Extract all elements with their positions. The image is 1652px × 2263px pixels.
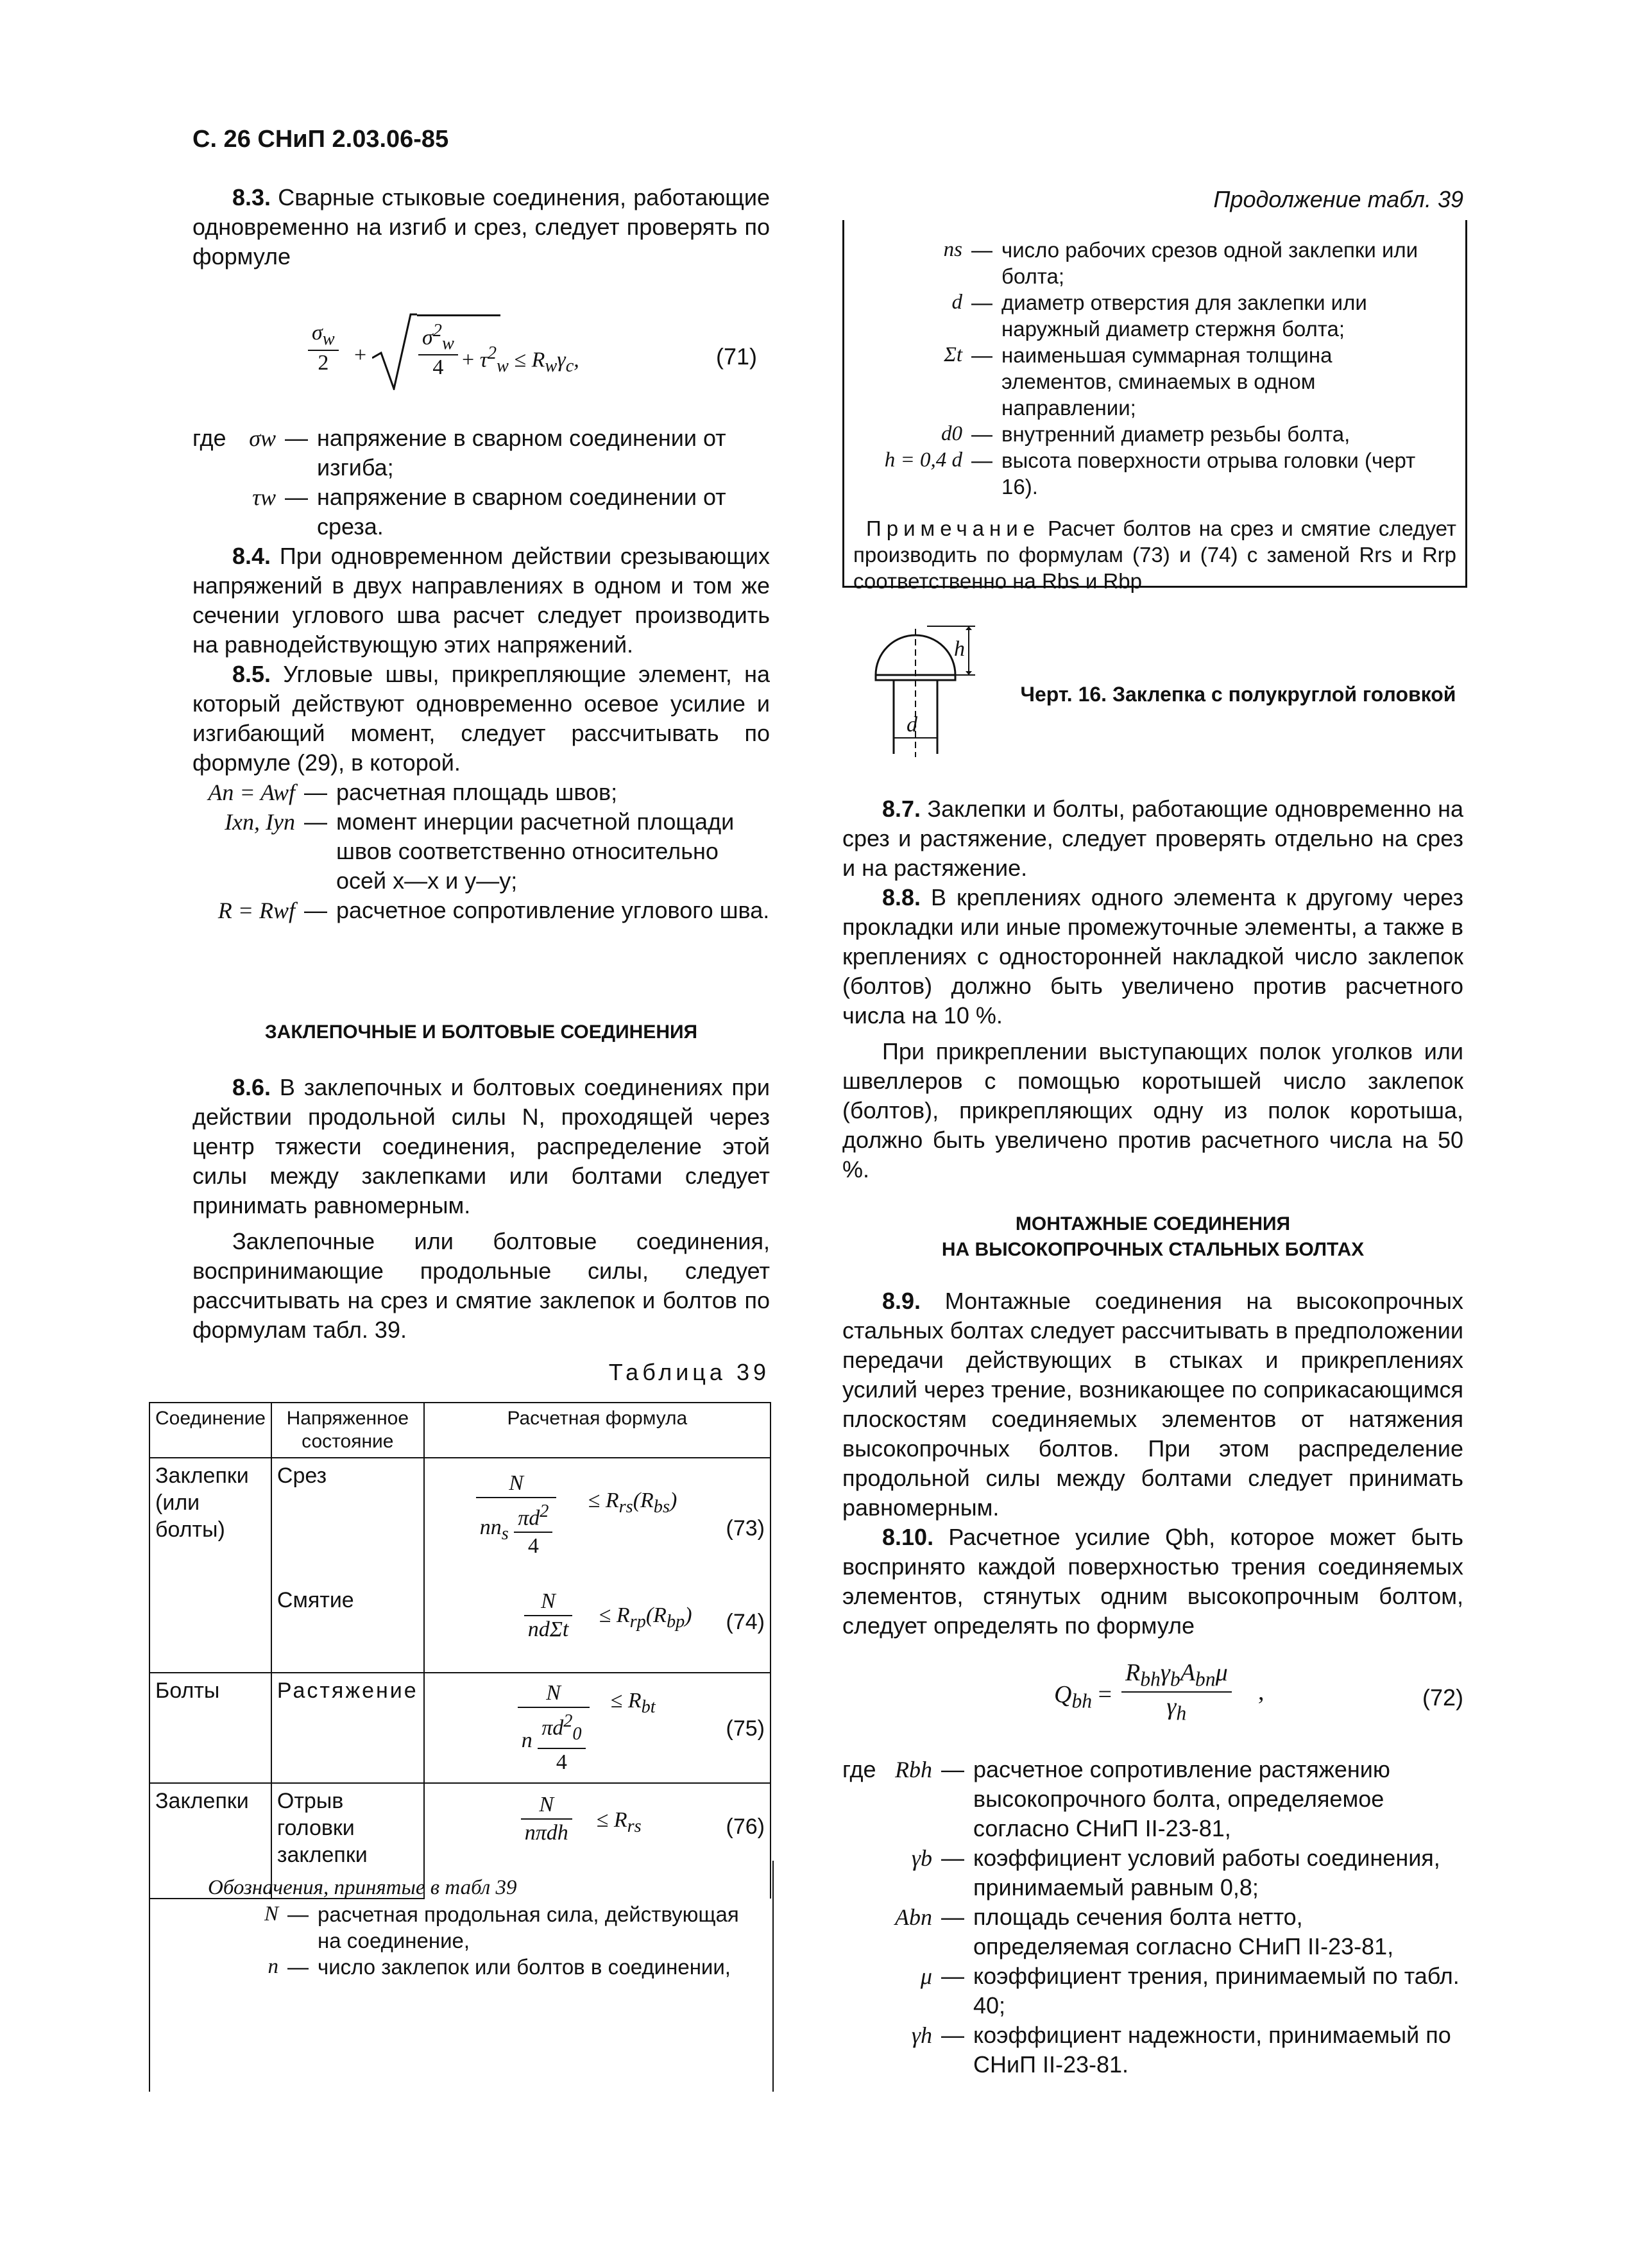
figure-label-h: h <box>954 637 965 661</box>
paragraph-8-9: 8.9. Монтажные соединения на высокопрочных стальных болтах следует рассчитывать в предположении передачи действующих в стыках и прикреплениях усилий через трение, возникающее по соприкасающимся плоскостям соединяемых элементов от натяжения высокопрочных болтов. При этом распределение продольной силы между болтами следует принимать равномерным. <box>842 1288 1463 1521</box>
left-column-lower <box>192 1073 770 1345</box>
rivet-drawing <box>863 616 985 764</box>
paragraph-8-4: 8.4. При одновременном действии срезывающих напряжений в двух направлениях в одном и том же сечении углового шва расчет следует производить на равнодействующую этих напряжений. <box>192 543 770 658</box>
equation-number-72: (72) <box>1422 1684 1463 1711</box>
paragraph-8-6: 8.6. В заклепочных и болтовых соединениях при действии продольной силы N, проходящей через центр тяжести соединения, распределение этой силы между заклепками или болтами следует принимать равномерным. <box>192 1074 770 1218</box>
running-header: С. 26 СНиП 2.03.06-85 <box>192 126 449 153</box>
definitions-8-5: An = Awf — расчетная площадь швов; Ixn, Iyn — момент инерции расчетной площади швов соответственно относительно осей x—x и y—y; R = Rwf — расчетное сопротивление углового шва. <box>208 779 770 923</box>
paragraph-8-8: 8.8. В креплениях одного элемента к другому через прокладки или иные промежуточные элементы, а также в креплениях с односторонней накладкой число заклепок (болтов) должно быть увеличено против расчетного числа на 10 %. <box>842 884 1463 1029</box>
table-row: Смятие N ndΣt ≤ $R_{rp}(R_{bp})$ (74) <box>149 1583 771 1673</box>
continuation-title: Продолжение табл. 39 <box>1213 186 1463 212</box>
table-39-continuation-box <box>842 220 1467 593</box>
formula-71: $\frac{\sigma_w}{2}$ + $\frac{\sigma^2_w}{4}$ + $\tau^2_w \le R_w\gamma_c$, (71) <box>308 308 770 398</box>
table-notation-box <box>149 1861 774 2092</box>
table-header-connection: Соединение <box>149 1403 271 1458</box>
notation-title: Обозначения, принятые в табл 39 <box>208 1876 517 1899</box>
paragraph-8-7: 8.7. Заклепки и болты, работающие одновременно на срез и растяжение, следует проверять отдельно на срез и на растяжение. <box>842 796 1463 881</box>
sqrt-sign <box>372 313 417 390</box>
continuation-definitions: ns — число рабочих срезов одной заклепки или болта; d — диаметр отверстия для заклепки или наружный диаметр стержня болта; Σt — наименьшая суммарная толщина элементов, сминаемых в одном направлении; d0 — внутренний диаметр резьбы болта, h = 0,4 d — высота поверхности отрыва головки (черт 16). <box>884 238 1418 499</box>
table-row: Болты Растяжение N n $\frac{\pi d^2_0}{4}$ ≤ $R_{bt}$ (75) <box>149 1673 771 1783</box>
definitions-8-3: где σw — напряжение в сварном соединении от изгиба; τw — напряжение в сварном соединении от среза. 8.4. При одновременном действии срезывающих напряжений в двух направлениях в одном и том же сечении углового шва расчет следует производить на равнодействующую этих напряжений. 8.5. Угловые швы, прикрепляющие элемент, на который действуют одновременно осевое усилие и изгибающий момент, следует рассчитывать по формуле (29), в которой. An = Awf — расчетная площадь швов; Ixn, Iyn — момент инерции расчетной площади швов соответственно относительно осей x—x и y—y; R = Rwf — расчетное сопротивление углового шва. <box>192 423 770 925</box>
paragraph-8-3: 8.3. Сварные стыковые соединения, работающие одновременно на изгиб и срез, следует проверять по формуле <box>192 184 770 269</box>
paragraph-8-10: 8.10. Расчетное усилие Qbh, которое может быть воспринято каждой поверхностью трения соединяемых элементов, стянутых одним высокопрочным болтом, следует определять по формуле <box>842 1524 1463 1639</box>
left-column <box>192 183 770 271</box>
table-row: Заклепки Отрыв головки заклепки N nπdh ≤ $R_{rs}$ (76) <box>149 1783 771 1899</box>
table-header-state: Напряженное состояние <box>271 1403 424 1458</box>
definitions-8-10: где Rbh — расчетное сопротивление растяжению высокопрочного болта, определяемое согласно СНиП II-23-81, γb — коэффициент условий работы соединения, принимаемый равным 0,8; Abn — площадь сечения болта нетто, определяемая согласно СНиП II-23-81, μ — коэффициент трения, принимаемый по табл. 40; γh — коэффициент надежности, принимаемый по СНиП II-23-81. <box>842 1756 1460 2078</box>
right-column <box>842 794 1463 1184</box>
notation-list: N — расчетная продольная сила, действующая на соединение, n — число заклепок или болтов в соединении, <box>264 1902 739 1979</box>
table-39-title: Таблица 39 <box>608 1359 770 1385</box>
paragraph-8-8b: При прикреплении выступающих полок уголков или швеллеров с помощью коротышей число заклепок (болтов), прикрепляющих одну из полок коротыша, должно быть увеличено против расчетного числа на 50 %. <box>842 1038 1463 1183</box>
table-header-formula: Расчетная формула <box>424 1403 771 1458</box>
table-39 <box>149 1402 771 1899</box>
formula-74: N ndΣt ≤ $R_{rp}(R_{bp})$ (74) <box>424 1583 771 1673</box>
right-column-lower <box>842 1286 1463 1641</box>
section-heading-high-strength: МОНТАЖНЫЕ СОЕДИНЕНИЯ НА ВЫСОКОПРОЧНЫХ СТАЛЬНЫХ БОЛТАХ <box>941 1213 1365 1260</box>
formula-76: N nπdh ≤ $R_{rs}$ (76) <box>424 1783 771 1899</box>
table-note: Примечание Расчет болтов на срез и смятие следует производить по формулам (73) и (74) с заменой Rrs и Rrp соответственно на Rbs и Rbp <box>853 517 1456 593</box>
figure-label-d: d <box>907 713 917 737</box>
formula-73: N $nn_s$ $\frac{\pi d^2}{4}$ ≤ $R_{rs}(R_{bs})$ (73) <box>424 1458 771 1583</box>
table-row: Заклепки (или болты) Срез N $nn_s$ $\frac{\pi d^2}{4}$ ≤ $R_{rs}(R_{bs})$ (73) <box>149 1458 771 1583</box>
paragraph-8-5: 8.5. Угловые швы, прикрепляющие элемент, на который действуют одновременно осевое усилие и изгибающий момент, следует рассчитывать по формуле (29), в которой. <box>192 661 770 776</box>
section-heading-riveted-bolted: ЗАКЛЕПОЧНЫЕ И БОЛТОВЫЕ СОЕДИНЕНИЯ <box>264 1021 698 1043</box>
formula-75: N n $\frac{\pi d^2_0}{4}$ ≤ $R_{bt}$ (75) <box>424 1673 771 1783</box>
formula-72: $Q_{bh}$ = $R_{bh}\gamma_bA_{bn}\mu$ $\gamma_h$ , (72) <box>1054 1659 1463 1725</box>
figure-caption: Черт. 16. Заклепка с полукруглой головкой <box>1020 683 1456 706</box>
paragraph-8-6b: Заклепочные или болтовые соединения, воспринимающие продольные силы, следует рассчитывать на срез и смятие заклепок и болтов по формулам табл. 39. <box>192 1228 770 1343</box>
equation-number-71: (71) <box>715 343 757 370</box>
